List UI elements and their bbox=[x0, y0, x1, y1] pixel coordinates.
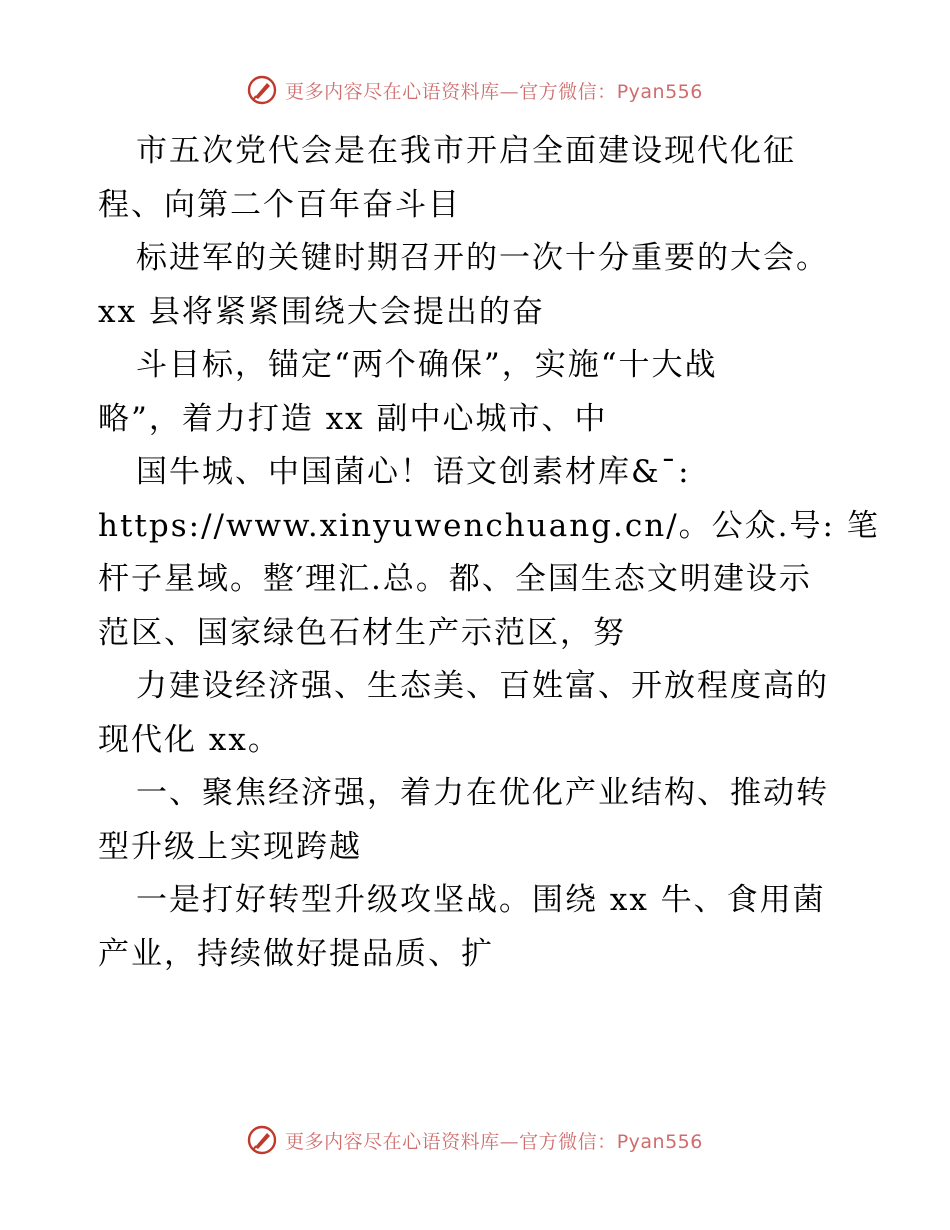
footer-brand-text: 更多内容尽在心语资料库 bbox=[285, 1130, 500, 1153]
text-line-12: 现代化 xx。 bbox=[98, 721, 281, 758]
footer-text bbox=[285, 1127, 703, 1154]
text-line-7: 国牛城、中国菌心！语文创素材库&¯: bbox=[136, 454, 691, 490]
header-text bbox=[285, 77, 703, 104]
text-line-14: 型升级上实现跨越 bbox=[98, 828, 362, 865]
text-line-11: 力建设经济强、生态美、百姓富、开放程度高的 bbox=[136, 668, 829, 704]
footer-banner bbox=[0, 1120, 950, 1160]
text-line-13: 一、聚焦经济强，着力在优化产业结构、推动转 bbox=[136, 775, 829, 811]
footer-official-label: 官方微信： bbox=[519, 1130, 617, 1153]
quill-pen-logo-icon bbox=[247, 75, 277, 105]
text-line-5: 斗目标，锚定“两个确保”，实施“十大战 bbox=[136, 347, 718, 383]
text-line-6: 略”，着力打造 xx 副中心城市、中 bbox=[98, 400, 608, 437]
header-separator: — bbox=[499, 80, 520, 103]
text-line-16: 产业，持续做好提品质、扩 bbox=[98, 935, 494, 972]
text-line-4: xx 县将紧紧围绕大会提出的奋 bbox=[98, 293, 545, 330]
text-line-10: 范区、国家绿色石材生产示范区，努 bbox=[98, 614, 626, 651]
text-line-9: 杆子星域。整′理汇.总。都、全国生态文明建设示 bbox=[98, 561, 812, 597]
text-line-2: 程、向第二个百年奋斗目 bbox=[98, 186, 461, 223]
text-line-8: https://www.xinyuwenchuang.cn/。公众.号: 笔 bbox=[98, 507, 880, 544]
quill-pen-logo-icon bbox=[247, 1125, 277, 1155]
footer-separator: — bbox=[499, 1130, 520, 1153]
document-body bbox=[98, 125, 880, 981]
footer-wechat-id: Pyan556 bbox=[616, 1130, 703, 1153]
text-line-15: 一是打好转型升级攻坚战。围绕 xx 牛、食用菌 bbox=[136, 882, 826, 918]
header-banner bbox=[0, 70, 950, 110]
text-line-3: 标进军的关键时期召开的一次十分重要的大会。 bbox=[136, 240, 829, 276]
header-wechat-id: Pyan556 bbox=[616, 80, 703, 103]
header-official-label: 官方微信： bbox=[519, 80, 617, 103]
header-brand-text: 更多内容尽在心语资料库 bbox=[285, 80, 500, 103]
text-line-1: 市五次党代会是在我市开启全面建设现代化征 bbox=[136, 133, 796, 169]
